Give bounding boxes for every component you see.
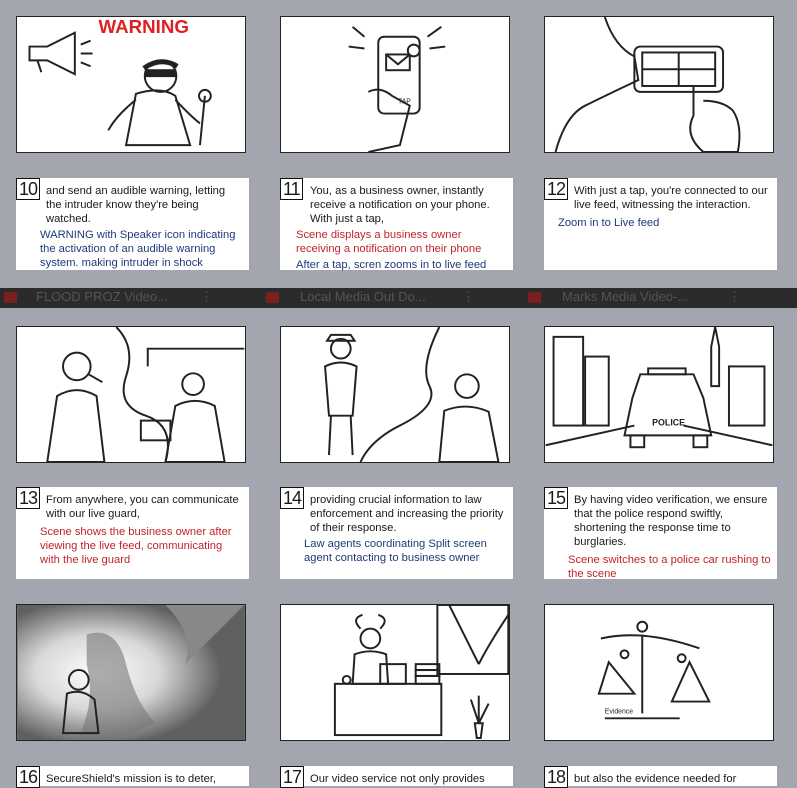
- panel-16-caption: [16, 766, 249, 786]
- video-badge-icon: [528, 292, 541, 303]
- panel-14-number: 14: [280, 487, 304, 509]
- more-menu-icon[interactable]: ⋮: [200, 289, 213, 304]
- panel-15-voiceover: By having video verification, we ensure that the police respond swiftly, shortening the response time to burglaries.: [574, 494, 768, 548]
- warning-label: WARNING: [98, 17, 189, 37]
- panel-16-image: [16, 604, 246, 741]
- panel-10-number: 10: [16, 178, 40, 200]
- owner-calling-guard-illustration: [17, 327, 245, 462]
- video-tab-2[interactable]: Local Media Out Do...: [300, 289, 426, 304]
- panel-14-direction: Law agents coordinating Split screen agent contacting to business owner: [304, 538, 487, 564]
- panel-10-voiceover: and send an audible warning, letting the intruder know they're being watched.: [46, 185, 226, 225]
- panel-16-voiceover: SecureShield's mission is to deter,: [46, 773, 217, 785]
- live-feed-illustration: [545, 17, 773, 152]
- video-badge-icon: [4, 292, 17, 303]
- spotlight-intruder-illustration: [17, 605, 245, 740]
- panel-13-caption: [16, 487, 249, 579]
- phone-notification-illustration: [281, 17, 509, 152]
- panel-18-number: 18: [544, 766, 568, 788]
- panel-15-scene-note: Scene switches to a police car rushing to the scene: [568, 554, 771, 580]
- video-tab-1[interactable]: FLOOD PROZ Video...: [36, 289, 168, 304]
- panel-13-image: [16, 326, 246, 463]
- scales-of-justice-illustration: [545, 605, 773, 740]
- panel-11-number: 11: [280, 178, 303, 200]
- panel-15-number: 15: [544, 487, 568, 509]
- video-badge-icon: [266, 292, 279, 303]
- panel-11-voiceover: You, as a business owner, instantly receive a notification on your phone. With just a tap,: [310, 185, 490, 225]
- panel-10-caption: [16, 178, 249, 270]
- more-menu-icon[interactable]: ⋮: [462, 289, 475, 304]
- panel-15-caption: [544, 487, 777, 579]
- video-tab-strip: [0, 288, 797, 308]
- panel-17-image: [280, 604, 510, 741]
- split-screen-agent-illustration: [281, 327, 509, 462]
- panel-12-direction: Zoom in to Live feed: [558, 217, 660, 229]
- panel-12-caption: [544, 178, 777, 270]
- panel-11-scene-note: Scene displays a business owner receiving a notification on their phone: [296, 229, 482, 255]
- panel-14-caption: [280, 487, 513, 579]
- video-tab-3[interactable]: Marks Media Video-...: [562, 289, 689, 304]
- panel-12-number: 12: [544, 178, 568, 200]
- megaphone-icon: [30, 33, 75, 74]
- relaxed-owner-office-illustration: [281, 605, 509, 740]
- intruder-warning-illustration: [17, 17, 245, 152]
- panel-10-image: [16, 16, 246, 153]
- more-menu-icon[interactable]: ⋮: [728, 289, 741, 304]
- panel-16-number: 16: [16, 766, 40, 788]
- panel-11-image: [280, 16, 510, 153]
- tap-label: TAP: [397, 98, 411, 106]
- panel-13-number: 13: [16, 487, 40, 509]
- panel-15-image: [544, 326, 774, 463]
- police-car-illustration: [545, 327, 773, 462]
- panel-12-image: [544, 16, 774, 153]
- panel-10-direction: WARNING with Speaker icon indicating the activation of an audible warning system. making intruder in shock: [40, 229, 236, 269]
- panel-17-voiceover: Our video service not only provides: [310, 773, 485, 785]
- panel-18-image: [544, 604, 774, 741]
- panel-13-scene-note: Scene shows the business owner after viewing the live feed, communicating with the live guard: [40, 526, 232, 566]
- panel-11-direction: After a tap, scren zooms in to live feed: [296, 259, 487, 271]
- panel-13-voiceover: From anywhere, you can communicate with our live guard,: [46, 494, 239, 520]
- panel-17-number: 17: [280, 766, 304, 788]
- panel-17-caption: [280, 766, 513, 786]
- panel-12-voiceover: With just a tap, you're connected to our live feed, witnessing the interaction.: [574, 185, 768, 211]
- panel-18-caption: [544, 766, 777, 786]
- panel-11-caption: [280, 178, 513, 270]
- panel-14-voiceover: providing crucial information to law enforcement and increasing the priority of their response.: [310, 494, 504, 534]
- panel-18-voiceover: but also the evidence needed for: [574, 773, 737, 785]
- panel-14-image: [280, 326, 510, 463]
- police-label: POLICE: [652, 417, 686, 428]
- evidence-label: Evidence: [604, 708, 634, 716]
